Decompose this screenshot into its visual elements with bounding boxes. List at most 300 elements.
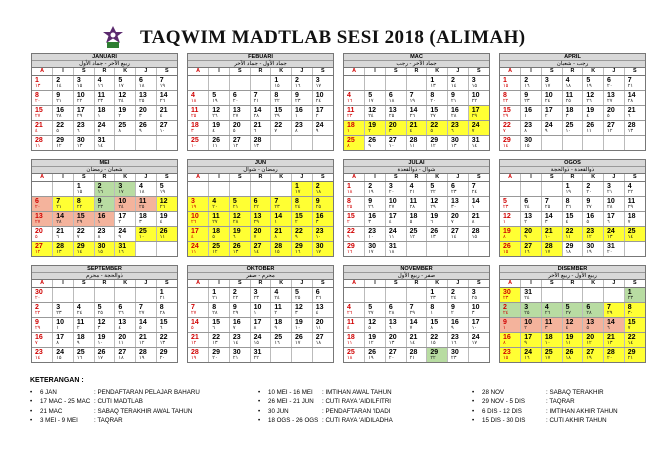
month-september bbox=[31, 265, 178, 363]
month-julai bbox=[343, 159, 490, 257]
gregorian-date: 17 bbox=[607, 212, 615, 220]
day-cell bbox=[500, 287, 521, 302]
month-januari bbox=[31, 53, 178, 151]
gregorian-date: 21 bbox=[56, 227, 64, 235]
gregorian-date: 25 bbox=[409, 227, 418, 235]
day-cell bbox=[583, 317, 604, 332]
day-cell bbox=[156, 347, 177, 362]
day-cell bbox=[32, 105, 53, 120]
hijri-date: ٢١ bbox=[253, 98, 259, 104]
day-cell bbox=[562, 90, 583, 105]
hijri-date: ٨ bbox=[471, 219, 475, 225]
gregorian-date: 8 bbox=[430, 91, 435, 99]
day-cell bbox=[385, 75, 406, 90]
day-cell bbox=[344, 287, 365, 302]
gregorian-date: 10 bbox=[607, 197, 615, 205]
day-cell bbox=[521, 90, 542, 105]
day-cell bbox=[406, 105, 427, 120]
day-cell bbox=[32, 181, 53, 196]
weekday-header: K bbox=[583, 68, 604, 75]
gregorian-date: 8 bbox=[565, 197, 570, 205]
gregorian-date: 18 bbox=[212, 227, 220, 235]
hijri-date: ٢٨ bbox=[56, 219, 62, 225]
gregorian-date: 5 bbox=[586, 76, 591, 84]
hijri-date: ٧ bbox=[76, 234, 80, 240]
gregorian-date: 6 bbox=[524, 197, 529, 205]
hijri-date: ١ bbox=[524, 113, 527, 119]
hijri-date: ١٢ bbox=[232, 143, 239, 149]
day-cell bbox=[32, 211, 53, 226]
gregorian-date: 31 bbox=[524, 288, 532, 296]
hijri-date: ٣ bbox=[139, 219, 142, 225]
gregorian-date: 23 bbox=[295, 121, 303, 129]
day-cell bbox=[209, 120, 230, 135]
month-mac bbox=[343, 53, 490, 151]
hijri-date: ١٠ bbox=[388, 143, 395, 149]
gregorian-date: 1 bbox=[295, 182, 299, 190]
month-name: JUN bbox=[188, 160, 333, 167]
gregorian-date: 6 bbox=[607, 76, 611, 84]
day-cell bbox=[448, 347, 469, 362]
hijri-date: ٢ bbox=[76, 325, 80, 331]
day-cell bbox=[604, 347, 625, 362]
gregorian-date: 31 bbox=[471, 136, 480, 144]
day-cell bbox=[365, 120, 386, 135]
hijri-date: ٢٥ bbox=[388, 113, 395, 119]
hijri-date: ٢٠ bbox=[159, 355, 166, 361]
day-cell bbox=[468, 241, 489, 256]
hijri-month-label: جماد الأول - جماد الآخر bbox=[188, 61, 333, 68]
hijri-date: ١٥ bbox=[76, 83, 83, 89]
day-cell bbox=[229, 302, 250, 317]
day-cell bbox=[115, 135, 136, 150]
day-cell bbox=[292, 302, 313, 317]
hijri-date: ١٤ bbox=[451, 83, 457, 89]
day-cell bbox=[385, 317, 406, 332]
gregorian-date: 7 bbox=[253, 91, 258, 99]
hijri-date: ١٧ bbox=[118, 189, 124, 195]
gregorian-date: 28 bbox=[471, 227, 480, 235]
hijri-month-label: شوال - ذوالقعدة bbox=[344, 167, 489, 174]
gregorian-date: 21 bbox=[627, 106, 636, 114]
hijri-date: ١ bbox=[295, 113, 298, 119]
gregorian-date: 16 bbox=[451, 106, 459, 114]
day-cell bbox=[188, 226, 209, 241]
day-cell bbox=[448, 135, 469, 150]
hijri-date: ٢٢ bbox=[253, 355, 259, 361]
hijri-date: ١٨ bbox=[565, 355, 571, 361]
hijri-date: ٨ bbox=[347, 143, 350, 149]
gregorian-date: 8 bbox=[212, 303, 217, 311]
gregorian-date: 14 bbox=[409, 106, 418, 114]
gregorian-date: 9 bbox=[524, 91, 529, 99]
gregorian-date: 13 bbox=[232, 106, 241, 114]
day-cell bbox=[500, 211, 521, 226]
day-cell bbox=[115, 90, 136, 105]
gregorian-date: 22 bbox=[347, 227, 355, 235]
day-cell bbox=[468, 196, 489, 211]
hijri-date: ٢٨ bbox=[451, 113, 457, 119]
gregorian-date: 3 bbox=[56, 303, 61, 311]
day-cell bbox=[624, 105, 645, 120]
day-cell bbox=[365, 135, 386, 150]
note-item bbox=[30, 397, 200, 406]
hijri-date: ٢٥ bbox=[544, 204, 551, 210]
gregorian-date: 23 bbox=[586, 227, 595, 235]
note-date: 15 DIS - 30 DIS bbox=[482, 417, 526, 425]
hijri-date: ٢٨ bbox=[253, 113, 259, 119]
hijri-date: ٤ bbox=[586, 113, 589, 119]
hijri-date: ٢٦ bbox=[159, 98, 166, 104]
hijri-date: ١٨ bbox=[139, 189, 145, 195]
hijri-date: ١٤ bbox=[97, 143, 103, 149]
gregorian-date: 29 bbox=[76, 242, 85, 250]
day-cell bbox=[365, 211, 386, 226]
weekday-header: J bbox=[448, 280, 469, 287]
gregorian-date: 17 bbox=[76, 106, 85, 114]
gregorian-date: 2 bbox=[315, 182, 320, 190]
gregorian-date: 26 bbox=[232, 242, 241, 250]
hijri-date: ٣ bbox=[97, 325, 101, 331]
gregorian-date: 21 bbox=[607, 333, 615, 341]
gregorian-date: 15 bbox=[212, 318, 220, 326]
hijri-date: ٢٨ bbox=[212, 310, 218, 316]
day-cell bbox=[209, 211, 230, 226]
weekday-header: S bbox=[468, 174, 489, 181]
day-cell bbox=[500, 196, 521, 211]
gregorian-date: 11 bbox=[191, 106, 199, 114]
day-cell bbox=[136, 196, 157, 211]
hijri-date: ١٥ bbox=[524, 143, 530, 149]
weekday-header: R bbox=[406, 68, 427, 75]
hijri-date: ٨ bbox=[56, 340, 59, 346]
gregorian-date: 5 bbox=[503, 197, 507, 205]
gregorian-date: 11 bbox=[347, 318, 355, 326]
day-cell bbox=[385, 105, 406, 120]
gregorian-date: 15 bbox=[159, 318, 168, 326]
gregorian-date: 14 bbox=[409, 318, 418, 326]
day-cell bbox=[136, 181, 157, 196]
weekday-header: I bbox=[521, 280, 542, 287]
gregorian-date: 10 bbox=[544, 91, 553, 99]
hijri-date: ٢٠ bbox=[35, 204, 41, 210]
hijri-date: ٢١ bbox=[212, 295, 218, 301]
weekday-header: S bbox=[385, 280, 406, 287]
gregorian-date: 24 bbox=[315, 121, 324, 129]
gregorian-date: 11 bbox=[212, 212, 220, 220]
day-cell bbox=[604, 196, 625, 211]
hijri-date: ٢٢ bbox=[503, 98, 509, 104]
day-cell bbox=[365, 347, 386, 362]
day-cell bbox=[271, 181, 292, 196]
day-cell bbox=[448, 226, 469, 241]
hijri-date: ٢٨ bbox=[607, 204, 613, 210]
gregorian-date: 6 bbox=[118, 303, 123, 311]
hijri-date: ٢٧ bbox=[232, 113, 239, 119]
day-cell bbox=[136, 241, 157, 256]
gregorian-date: 9 bbox=[232, 303, 237, 311]
note-date: 28 NOV bbox=[482, 389, 505, 396]
hijri-date: ٦ bbox=[388, 325, 392, 331]
gregorian-date: 15 bbox=[295, 212, 303, 220]
gregorian-date: 14 bbox=[159, 91, 168, 99]
day-cell bbox=[624, 226, 645, 241]
hijri-date: ٢٤ bbox=[274, 295, 280, 301]
hijri-date: ١٧ bbox=[471, 340, 478, 346]
bullet-icon: • bbox=[472, 389, 475, 396]
gregorian-date: 4 bbox=[139, 182, 143, 190]
day-cell bbox=[312, 302, 333, 317]
weekday-header: R bbox=[406, 174, 427, 181]
note-text: : PENDAFTARAN PELAJAR BAHARU bbox=[94, 389, 200, 396]
gregorian-date: 3 bbox=[388, 182, 393, 190]
hijri-date: ١٩ bbox=[159, 189, 166, 195]
gregorian-date: 19 bbox=[368, 121, 376, 129]
gregorian-date: 15 bbox=[503, 106, 511, 114]
day-cell bbox=[500, 317, 521, 332]
gregorian-date: 10 bbox=[76, 91, 85, 99]
gregorian-date: 3 bbox=[471, 288, 476, 296]
day-cell bbox=[250, 241, 271, 256]
day-cell bbox=[209, 302, 230, 317]
day-cell bbox=[344, 75, 365, 90]
bullet-icon: • bbox=[258, 389, 261, 396]
hijri-date: ٦ bbox=[451, 128, 454, 134]
day-cell bbox=[115, 105, 136, 120]
day-cell bbox=[209, 105, 230, 120]
day-cell bbox=[292, 135, 313, 150]
hijri-date: ١٣ bbox=[253, 143, 259, 149]
day-cell bbox=[73, 211, 94, 226]
day-cell bbox=[365, 317, 386, 332]
weekday-header: R bbox=[250, 68, 271, 75]
gregorian-date: 24 bbox=[524, 348, 532, 356]
day-cell bbox=[521, 317, 542, 332]
hijri-date: ٩ bbox=[347, 234, 350, 240]
note-text: : PENDAFTARAN 'IDADI bbox=[322, 407, 391, 415]
hijri-date: ١٧ bbox=[97, 355, 103, 361]
weekday-header: K bbox=[115, 68, 136, 75]
hijri-date: ٢١ bbox=[409, 355, 415, 361]
gregorian-date: 24 bbox=[56, 348, 64, 356]
gregorian-date: 27 bbox=[524, 242, 532, 250]
hijri-date: ١٧ bbox=[118, 83, 124, 89]
gregorian-date: 25 bbox=[212, 242, 220, 250]
day-cell bbox=[468, 317, 489, 332]
gregorian-date: 7 bbox=[409, 91, 414, 99]
day-cell bbox=[292, 347, 313, 362]
gregorian-date: 18 bbox=[97, 106, 106, 114]
bullet-icon: • bbox=[258, 398, 261, 406]
day-cell bbox=[583, 105, 604, 120]
gregorian-date: 9 bbox=[315, 197, 320, 205]
bullet-icon: • bbox=[472, 398, 475, 406]
day-cell bbox=[385, 90, 406, 105]
weekday-header: S bbox=[468, 68, 489, 75]
day-cell bbox=[94, 75, 115, 90]
hijri-date: ٥ bbox=[409, 219, 413, 225]
gregorian-date: 17 bbox=[471, 106, 480, 114]
gregorian-date: 28 bbox=[274, 242, 283, 250]
gregorian-date: 14 bbox=[191, 318, 199, 326]
hijri-date: ١١ bbox=[565, 340, 571, 346]
day-cell bbox=[271, 302, 292, 317]
day-cell bbox=[448, 317, 469, 332]
day-cell bbox=[604, 120, 625, 135]
hijri-date: ٢١ bbox=[409, 189, 415, 195]
gregorian-date: 18 bbox=[544, 333, 553, 341]
hijri-date: ١ bbox=[430, 310, 433, 316]
day-cell bbox=[583, 120, 604, 135]
day-cell bbox=[115, 287, 136, 302]
hijri-date: ١٨ bbox=[388, 98, 395, 104]
day-cell bbox=[427, 241, 448, 256]
gregorian-date: 5 bbox=[118, 76, 123, 84]
hijri-date: ١ bbox=[253, 310, 257, 316]
hijri-date: ٢١ bbox=[232, 204, 239, 210]
hijri-date: ١٥ bbox=[274, 83, 280, 89]
day-cell bbox=[604, 317, 625, 332]
weekday-header: K bbox=[115, 174, 136, 181]
note-text: : CUTI RAYA 'AIDILFITRI bbox=[322, 398, 392, 406]
day-cell bbox=[312, 135, 333, 150]
day-cell bbox=[448, 75, 469, 90]
hijri-date: ٨ bbox=[295, 128, 298, 134]
day-cell bbox=[32, 332, 53, 347]
hijri-date: ١٨ bbox=[118, 355, 124, 361]
day-cell bbox=[156, 75, 177, 90]
day-cell bbox=[292, 332, 313, 347]
day-cell bbox=[229, 135, 250, 150]
gregorian-date: 29 bbox=[295, 242, 303, 250]
gregorian-date: 3 bbox=[471, 76, 476, 84]
gregorian-date: 13 bbox=[118, 318, 127, 326]
gregorian-date: 27 bbox=[388, 348, 397, 356]
hijri-date: ٩ bbox=[118, 234, 121, 240]
day-cell bbox=[468, 287, 489, 302]
gregorian-date: 20 bbox=[35, 227, 43, 235]
gregorian-date: 30 bbox=[451, 136, 459, 144]
gregorian-date: 29 bbox=[347, 242, 355, 250]
hijri-date: ٤ bbox=[565, 219, 569, 225]
day-cell bbox=[468, 75, 489, 90]
gregorian-date: 22 bbox=[627, 333, 636, 341]
hijri-date: ٥ bbox=[139, 325, 142, 331]
day-cell bbox=[521, 75, 542, 90]
gregorian-date: 18 bbox=[76, 333, 85, 341]
hijri-date: ١٢ bbox=[191, 340, 197, 346]
day-cell bbox=[344, 347, 365, 362]
day-cell bbox=[292, 105, 313, 120]
hijri-date: ١٦ bbox=[347, 249, 353, 255]
hijri-date: ١٣ bbox=[35, 83, 41, 89]
gregorian-date: 8 bbox=[627, 303, 632, 311]
day-cell bbox=[344, 226, 365, 241]
hijri-date: ٢٧ bbox=[35, 219, 41, 225]
hijri-date: ٢٦ bbox=[544, 310, 551, 316]
hijri-date: ١٠ bbox=[97, 340, 103, 346]
gregorian-date: 3 bbox=[544, 76, 549, 84]
day-cell bbox=[292, 287, 313, 302]
gregorian-date: 22 bbox=[76, 227, 85, 235]
hijri-date: ٣ bbox=[295, 310, 298, 316]
gregorian-date: 26 bbox=[430, 227, 439, 235]
hijri-date: ١٥ bbox=[274, 249, 280, 255]
day-cell bbox=[427, 332, 448, 347]
hijri-date: ٢٩ bbox=[232, 310, 239, 316]
day-cell bbox=[115, 120, 136, 135]
weekday-header: I bbox=[209, 280, 230, 287]
day-cell bbox=[344, 120, 365, 135]
hijri-date: ١٠ bbox=[565, 128, 571, 134]
day-cell bbox=[53, 196, 74, 211]
day-cell bbox=[583, 347, 604, 362]
day-cell bbox=[406, 181, 427, 196]
weekday-header: A bbox=[344, 174, 365, 181]
hijri-date: ١٧ bbox=[368, 98, 374, 104]
gregorian-date: 29 bbox=[627, 348, 636, 356]
day-cell bbox=[94, 302, 115, 317]
gregorian-date: 24 bbox=[97, 121, 106, 129]
gregorian-date: 2 bbox=[368, 182, 373, 190]
day-cell bbox=[500, 90, 521, 105]
day-cell bbox=[115, 211, 136, 226]
hijri-date: ٨ bbox=[253, 325, 257, 331]
day-cell bbox=[624, 332, 645, 347]
day-cell bbox=[53, 241, 74, 256]
hijri-date: ١٧ bbox=[544, 83, 551, 89]
day-cell bbox=[406, 317, 427, 332]
day-cell bbox=[521, 347, 542, 362]
gregorian-date: 18 bbox=[191, 121, 199, 129]
day-cell bbox=[583, 211, 604, 226]
gregorian-date: 18 bbox=[565, 106, 574, 114]
day-cell bbox=[562, 181, 583, 196]
hijri-date: ١٦ bbox=[76, 355, 83, 361]
hijri-date: ١٣ bbox=[607, 340, 613, 346]
gregorian-date: 10 bbox=[388, 197, 397, 205]
note-item bbox=[472, 397, 618, 406]
hijri-date: ٢٩ bbox=[471, 113, 478, 119]
note-text: : CUTI MADTLAB bbox=[94, 398, 143, 406]
gregorian-date: 9 bbox=[503, 318, 507, 326]
day-cell bbox=[73, 105, 94, 120]
hijri-date: ١١ bbox=[347, 340, 353, 346]
weekday-header: K bbox=[271, 174, 292, 181]
day-cell bbox=[468, 105, 489, 120]
day-cell bbox=[583, 241, 604, 256]
hijri-date: ٩ bbox=[76, 340, 80, 346]
day-cell bbox=[385, 347, 406, 362]
hijri-date: ٢٦ bbox=[368, 204, 374, 210]
gregorian-date: 30 bbox=[232, 348, 241, 356]
day-cell bbox=[32, 135, 53, 150]
weekday-header: A bbox=[32, 174, 53, 181]
day-cell bbox=[292, 317, 313, 332]
day-cell bbox=[156, 181, 177, 196]
gregorian-date: 28 bbox=[191, 348, 199, 356]
gregorian-date: 7 bbox=[607, 303, 611, 311]
weekday-header: S bbox=[385, 68, 406, 75]
day-cell bbox=[209, 241, 230, 256]
gregorian-date: 14 bbox=[607, 318, 615, 326]
bullet-icon: • bbox=[258, 417, 261, 425]
weekday-header: A bbox=[188, 174, 209, 181]
weekday-header: S bbox=[541, 174, 562, 181]
day-cell bbox=[32, 120, 53, 135]
gregorian-date: 11 bbox=[76, 318, 85, 326]
day-cell bbox=[562, 241, 583, 256]
